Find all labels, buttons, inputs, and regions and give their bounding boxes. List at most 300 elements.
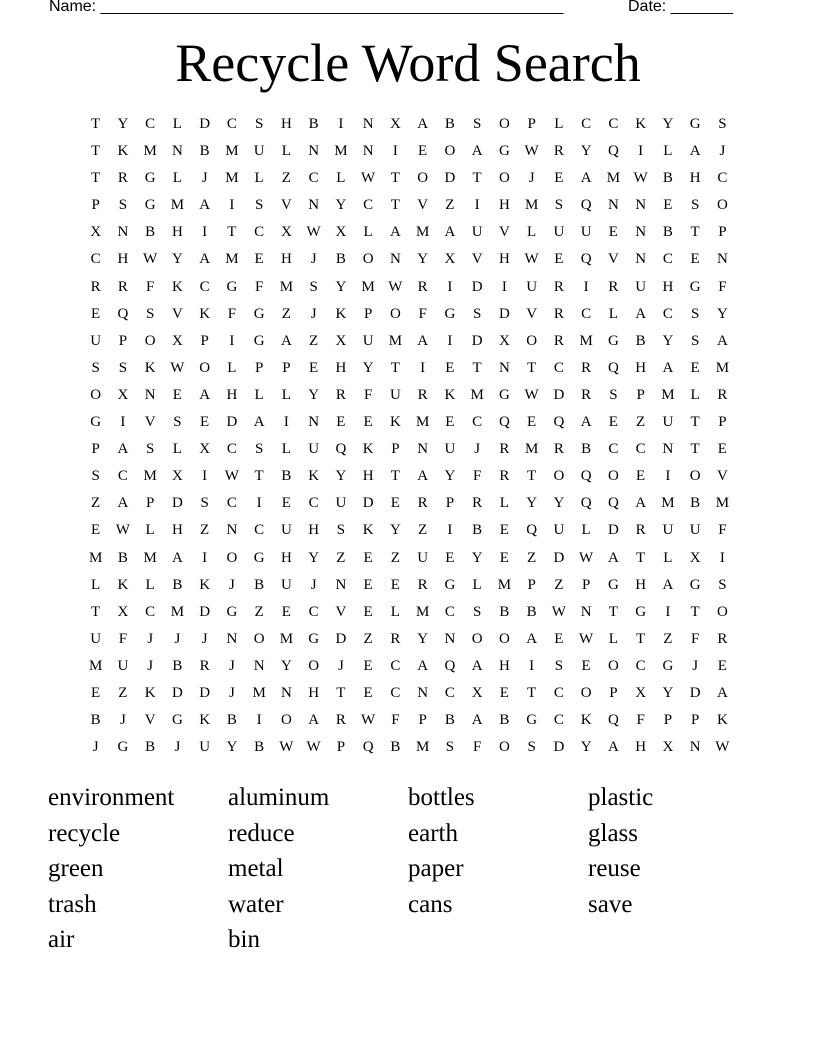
word-list-item: bottles bbox=[408, 784, 475, 811]
grid-cell: Z bbox=[636, 414, 646, 431]
grid-cell: B bbox=[254, 739, 265, 756]
grid-cell: U bbox=[662, 414, 674, 431]
grid-cell: L bbox=[336, 170, 346, 187]
grid-cell: L bbox=[172, 170, 182, 187]
grid-cell: A bbox=[607, 739, 619, 756]
grid-cell: M bbox=[661, 495, 675, 512]
grid-cell: S bbox=[472, 116, 482, 132]
grid-row bbox=[82, 734, 736, 761]
word-list-item: bin bbox=[228, 926, 260, 953]
grid-cell: M bbox=[415, 739, 430, 756]
grid-cell: W bbox=[361, 170, 376, 187]
grid-cell: U bbox=[90, 332, 102, 349]
grid-cell: O bbox=[417, 170, 429, 187]
grid-cell: Y bbox=[389, 522, 401, 539]
grid-cell: S bbox=[254, 197, 264, 214]
grid-cell: J bbox=[147, 630, 154, 647]
grid-cell: S bbox=[554, 197, 564, 214]
grid-cell: Z bbox=[118, 684, 128, 701]
grid-cell: Q bbox=[444, 657, 456, 674]
grid-cell: J bbox=[119, 712, 126, 729]
grid-cell: H bbox=[662, 278, 674, 295]
grid-cell: G bbox=[253, 332, 265, 349]
grid-cell: J bbox=[474, 441, 481, 458]
word-list-item: trash bbox=[48, 890, 97, 918]
grid-cell: Y bbox=[171, 251, 183, 268]
grid-cell: R bbox=[499, 468, 510, 485]
grid-cell: G bbox=[689, 576, 701, 593]
grid-cell: K bbox=[635, 116, 647, 132]
grid-cell: G bbox=[689, 116, 701, 132]
grid-cell: G bbox=[144, 170, 156, 187]
grid-cell: W bbox=[143, 251, 158, 268]
grid-cell: G bbox=[444, 576, 456, 593]
grid-cell: A bbox=[280, 332, 292, 349]
grid-cell: Z bbox=[336, 549, 346, 566]
grid-cell: R bbox=[90, 278, 101, 295]
grid-cell: H bbox=[226, 386, 238, 403]
grid-row bbox=[82, 599, 736, 626]
grid-cell: A bbox=[199, 197, 211, 214]
grid-cell: Y bbox=[580, 739, 592, 756]
grid-cell: R bbox=[417, 576, 428, 593]
grid-cell: C bbox=[145, 116, 156, 132]
grid-row bbox=[82, 436, 736, 463]
grid-cell: Q bbox=[580, 495, 592, 512]
grid-cell: C bbox=[363, 197, 374, 214]
grid-cell: I bbox=[665, 468, 671, 485]
grid-cell: K bbox=[199, 305, 211, 322]
grid-cell: R bbox=[335, 712, 346, 729]
grid-cell: A bbox=[716, 684, 728, 701]
grid-cell: H bbox=[362, 468, 374, 485]
grid-cell: X bbox=[335, 332, 347, 349]
grid-cell: H bbox=[171, 224, 183, 241]
word-list-item: recycle bbox=[48, 819, 121, 847]
word-list-item: air bbox=[48, 926, 75, 953]
grid-cell: E bbox=[445, 414, 455, 431]
grid-cell: W bbox=[361, 712, 376, 729]
grid-cell: W bbox=[524, 251, 539, 268]
grid-cell: B bbox=[335, 251, 346, 268]
grid-cell: C bbox=[390, 684, 401, 701]
grid-cell: W bbox=[388, 278, 403, 295]
grid-cell: R bbox=[335, 386, 346, 403]
grid-cell: O bbox=[253, 630, 265, 647]
grid-cell: U bbox=[335, 495, 347, 512]
grid-cell: P bbox=[527, 116, 536, 132]
grid-cell: O bbox=[498, 116, 510, 132]
grid-row bbox=[82, 517, 736, 544]
grid-cell: T bbox=[254, 468, 264, 485]
grid-cell: F bbox=[391, 712, 400, 729]
grid-cell: Z bbox=[200, 522, 210, 539]
grid-cell: E bbox=[363, 576, 373, 593]
grid-cell: Z bbox=[418, 522, 428, 539]
grid-cell: V bbox=[498, 224, 510, 241]
grid-cell: E bbox=[363, 657, 373, 674]
grid-cell: A bbox=[117, 495, 129, 512]
grid-cell: I bbox=[392, 143, 398, 160]
grid-cell: J bbox=[528, 170, 535, 187]
grid-cell: L bbox=[172, 441, 182, 458]
grid-cell: G bbox=[689, 278, 701, 295]
grid-cell: L bbox=[608, 305, 618, 322]
grid-row bbox=[82, 409, 736, 436]
grid-cell: E bbox=[554, 170, 564, 187]
word-list-item: cans bbox=[408, 890, 453, 918]
grid-cell: E bbox=[499, 549, 509, 566]
grid-cell: P bbox=[118, 332, 128, 349]
grid-cell: U bbox=[199, 739, 211, 756]
grid-cell: C bbox=[472, 414, 483, 431]
header-row bbox=[0, 0, 816, 20]
grid-cell: C bbox=[226, 116, 237, 132]
grid-cell: V bbox=[471, 251, 483, 268]
grid-cell: I bbox=[474, 197, 480, 214]
grid-cell: L bbox=[254, 170, 264, 187]
grid-cell: U bbox=[417, 549, 429, 566]
grid-cell: Y bbox=[716, 305, 728, 322]
grid-row bbox=[82, 301, 736, 328]
grid-row bbox=[82, 111, 736, 138]
grid-cell: J bbox=[228, 684, 235, 701]
grid-cell: S bbox=[254, 116, 264, 132]
grid-cell: S bbox=[527, 739, 536, 756]
grid-cell: N bbox=[635, 197, 647, 214]
grid-cell: P bbox=[690, 712, 700, 729]
grid-cell: E bbox=[91, 305, 101, 322]
grid-cell: T bbox=[91, 170, 101, 187]
grid-cell: D bbox=[471, 278, 483, 295]
grid-cell: Z bbox=[91, 495, 101, 512]
grid-cell: J bbox=[92, 739, 99, 756]
grid-cell: T bbox=[608, 603, 618, 620]
grid-cell: R bbox=[581, 386, 592, 403]
grid-cell: Z bbox=[390, 549, 400, 566]
grid-cell: R bbox=[117, 170, 128, 187]
grid-cell: P bbox=[445, 495, 455, 512]
grid-cell: H bbox=[635, 739, 647, 756]
grid-cell: C bbox=[90, 251, 101, 268]
grid-cell: B bbox=[444, 116, 455, 132]
grid-cell: Y bbox=[280, 657, 292, 674]
grid-cell: M bbox=[88, 549, 103, 566]
grid-cell: X bbox=[335, 224, 347, 241]
grid-cell: C bbox=[199, 278, 210, 295]
grid-row bbox=[82, 626, 736, 653]
grid-cell: J bbox=[201, 170, 208, 187]
grid-cell: Y bbox=[362, 359, 374, 376]
grid-cell: Y bbox=[580, 143, 592, 160]
grid-cell: A bbox=[526, 630, 538, 647]
grid-cell: V bbox=[144, 712, 156, 729]
grid-cell: Z bbox=[309, 332, 319, 349]
grid-cell: M bbox=[415, 414, 430, 431]
grid-cell: C bbox=[635, 657, 646, 674]
grid-row bbox=[82, 572, 736, 599]
grid-cell: J bbox=[174, 630, 181, 647]
grid-cell: P bbox=[200, 332, 209, 349]
grid-cell: G bbox=[117, 739, 129, 756]
grid-cell: P bbox=[336, 739, 346, 756]
grid-cell: B bbox=[281, 468, 292, 485]
grid-cell: U bbox=[580, 224, 592, 241]
grid-cell: C bbox=[662, 305, 673, 322]
date-field-label[interactable]: Date: _______ bbox=[628, 0, 733, 15]
grid-cell: O bbox=[498, 170, 510, 187]
grid-cell: T bbox=[390, 197, 400, 214]
grid-cell: U bbox=[253, 143, 265, 160]
grid-cell: E bbox=[636, 468, 646, 485]
grid-cell: C bbox=[308, 603, 319, 620]
grid-cell: Z bbox=[281, 305, 291, 322]
grid-cell: O bbox=[526, 332, 538, 349]
grid-cell: D bbox=[362, 495, 374, 512]
grid-cell: C bbox=[553, 712, 564, 729]
grid-cell: G bbox=[253, 549, 265, 566]
grid-cell: C bbox=[581, 305, 592, 322]
grid-cell: M bbox=[334, 143, 348, 160]
grid-cell: G bbox=[226, 603, 238, 620]
grid-cell: D bbox=[199, 684, 211, 701]
grid-cell: R bbox=[553, 332, 564, 349]
grid-cell: A bbox=[716, 332, 728, 349]
grid-cell: A bbox=[199, 251, 211, 268]
grid-cell: P bbox=[145, 495, 155, 512]
grid-cell: H bbox=[635, 359, 647, 376]
grid-cell: M bbox=[415, 224, 430, 241]
grid-cell: E bbox=[281, 495, 291, 512]
grid-cell: D bbox=[199, 116, 211, 132]
grid-cell: B bbox=[635, 332, 646, 349]
grid-row bbox=[82, 707, 736, 734]
grid-cell: J bbox=[310, 576, 317, 593]
grid-cell: G bbox=[144, 197, 156, 214]
grid-cell: U bbox=[662, 522, 674, 539]
grid-cell: C bbox=[444, 603, 455, 620]
grid-cell: U bbox=[553, 522, 565, 539]
grid-cell: F bbox=[472, 739, 482, 756]
grid-cell: K bbox=[444, 386, 456, 403]
grid-cell: S bbox=[690, 197, 700, 214]
grid-cell: S bbox=[309, 278, 318, 295]
grid-cell: F bbox=[227, 305, 237, 322]
grid-cell: J bbox=[174, 739, 181, 756]
grid-cell: O bbox=[90, 386, 102, 403]
grid-cell: Q bbox=[498, 414, 510, 431]
grid-cell: G bbox=[607, 332, 619, 349]
grid-cell: N bbox=[444, 630, 456, 647]
grid-cell: U bbox=[117, 657, 129, 674]
grid-cell: F bbox=[718, 522, 727, 539]
grid-cell: R bbox=[117, 278, 128, 295]
grid-cell: M bbox=[225, 251, 239, 268]
grid-cell: W bbox=[524, 386, 539, 403]
grid-cell: A bbox=[471, 657, 483, 674]
grid-cell: D bbox=[171, 684, 183, 701]
grid-cell: S bbox=[254, 441, 264, 458]
grid-cell: F bbox=[418, 305, 427, 322]
grid-cell: V bbox=[144, 414, 156, 431]
word-list-item: green bbox=[48, 855, 104, 882]
grid-cell: O bbox=[553, 468, 565, 485]
grid-cell: Y bbox=[308, 549, 320, 566]
grid-cell: E bbox=[445, 549, 455, 566]
grid-cell: Y bbox=[526, 495, 538, 512]
grid-cell: L bbox=[91, 576, 101, 593]
grid-cell: I bbox=[583, 278, 589, 295]
grid-cell: G bbox=[253, 305, 265, 322]
grid-cell: B bbox=[117, 549, 128, 566]
grid-cell: W bbox=[551, 603, 566, 620]
grid-cell: C bbox=[254, 522, 265, 539]
grid-row bbox=[82, 219, 736, 246]
grid-cell: A bbox=[580, 414, 592, 431]
grid-cell: M bbox=[225, 170, 239, 187]
grid-cell: T bbox=[390, 468, 400, 485]
grid-cell: N bbox=[716, 251, 728, 268]
grid-cell: Z bbox=[554, 576, 564, 593]
grid-cell: T bbox=[690, 603, 700, 620]
grid-cell: S bbox=[718, 116, 727, 132]
grid-cell: E bbox=[363, 603, 373, 620]
grid-cell: Y bbox=[417, 251, 429, 268]
grid-cell: K bbox=[362, 522, 374, 539]
grid-cell: K bbox=[389, 414, 401, 431]
grid-cell: I bbox=[202, 549, 208, 566]
grid-cell: O bbox=[498, 630, 510, 647]
grid-cell: V bbox=[607, 251, 619, 268]
grid-cell: A bbox=[253, 414, 265, 431]
word-list-item: water bbox=[228, 890, 284, 918]
grid-cell: E bbox=[717, 657, 727, 674]
grid-cell: R bbox=[390, 630, 401, 647]
grid-cell: R bbox=[553, 441, 564, 458]
grid-cell: B bbox=[444, 712, 455, 729]
letter-grid bbox=[82, 111, 736, 761]
grid-cell: O bbox=[199, 359, 211, 376]
grid-cell: N bbox=[280, 684, 292, 701]
grid-cell: H bbox=[280, 251, 292, 268]
grid-cell: O bbox=[280, 712, 292, 729]
grid-cell: H bbox=[335, 359, 347, 376]
grid-cell: I bbox=[447, 522, 453, 539]
grid-cell: T bbox=[636, 630, 646, 647]
grid-cell: P bbox=[718, 224, 727, 241]
grid-cell: L bbox=[145, 576, 155, 593]
grid-cell: G bbox=[171, 712, 183, 729]
grid-cell: F bbox=[690, 630, 700, 647]
grid-cell: N bbox=[662, 441, 674, 458]
grid-cell: Q bbox=[526, 522, 538, 539]
grid-cell: C bbox=[254, 224, 265, 241]
grid-cell: E bbox=[663, 197, 673, 214]
grid-cell: H bbox=[117, 251, 129, 268]
grid-cell: O bbox=[308, 657, 320, 674]
grid-cell: W bbox=[715, 739, 730, 756]
word-list-item: earth bbox=[408, 819, 458, 847]
grid-row bbox=[82, 382, 736, 409]
grid-cell: L bbox=[527, 224, 537, 241]
grid-cell: N bbox=[417, 684, 429, 701]
grid-cell: L bbox=[363, 224, 373, 241]
grid-cell: R bbox=[635, 522, 646, 539]
grid-cell: V bbox=[280, 197, 292, 214]
grid-cell: P bbox=[609, 684, 618, 701]
grid-cell: W bbox=[633, 170, 648, 187]
grid-cell: I bbox=[638, 143, 644, 160]
grid-cell: D bbox=[553, 549, 565, 566]
grid-cell: X bbox=[280, 224, 292, 241]
grid-cell: L bbox=[281, 143, 291, 160]
grid-cell: N bbox=[308, 414, 320, 431]
grid-cell: H bbox=[280, 116, 292, 132]
name-field-label[interactable]: Name: ____________________________________________________ bbox=[49, 0, 564, 15]
grid-cell: I bbox=[202, 468, 208, 485]
grid-cell: P bbox=[391, 441, 400, 458]
word-list-row bbox=[48, 851, 768, 887]
grid-cell: F bbox=[472, 468, 482, 485]
grid-cell: W bbox=[579, 549, 594, 566]
grid-cell: S bbox=[91, 468, 100, 485]
grid-row bbox=[82, 138, 736, 165]
grid-cell: F bbox=[254, 278, 264, 295]
grid-cell: B bbox=[390, 739, 401, 756]
grid-cell: S bbox=[91, 359, 100, 376]
grid-cell: S bbox=[609, 386, 618, 403]
grid-cell: K bbox=[716, 712, 728, 729]
grid-cell: Z bbox=[254, 603, 264, 620]
grid-cell: Y bbox=[226, 739, 238, 756]
grid-cell: I bbox=[447, 332, 453, 349]
grid-cell: U bbox=[362, 332, 374, 349]
word-list-row bbox=[48, 922, 768, 958]
grid-cell: M bbox=[279, 278, 294, 295]
grid-cell: D bbox=[553, 739, 565, 756]
grid-cell: L bbox=[690, 386, 700, 403]
grid-cell: O bbox=[498, 739, 510, 756]
grid-cell: Q bbox=[553, 414, 565, 431]
grid-cell: A bbox=[117, 441, 129, 458]
grid-cell: T bbox=[91, 603, 101, 620]
grid-cell: N bbox=[607, 197, 619, 214]
grid-cell: O bbox=[607, 468, 619, 485]
grid-cell: N bbox=[253, 657, 265, 674]
grid-cell: J bbox=[719, 143, 726, 160]
grid-row bbox=[82, 355, 736, 382]
grid-cell: E bbox=[581, 657, 591, 674]
grid-cell: T bbox=[527, 359, 537, 376]
grid-cell: D bbox=[689, 684, 701, 701]
grid-cell: E bbox=[172, 386, 182, 403]
grid-cell: E bbox=[390, 495, 400, 512]
grid-cell: S bbox=[690, 332, 700, 349]
grid-cell: M bbox=[143, 143, 157, 160]
grid-cell: F bbox=[363, 386, 373, 403]
grid-cell: C bbox=[553, 684, 564, 701]
grid-cell: G bbox=[226, 278, 238, 295]
grid-cell: B bbox=[308, 116, 319, 132]
grid-cell: T bbox=[690, 224, 700, 241]
grid-cell: U bbox=[553, 224, 565, 241]
grid-cell: C bbox=[226, 441, 237, 458]
grid-cell: C bbox=[390, 657, 401, 674]
grid-cell: E bbox=[554, 630, 564, 647]
grid-cell: P bbox=[91, 441, 100, 458]
grid-cell: H bbox=[635, 576, 647, 593]
grid-cell: L bbox=[281, 386, 291, 403]
